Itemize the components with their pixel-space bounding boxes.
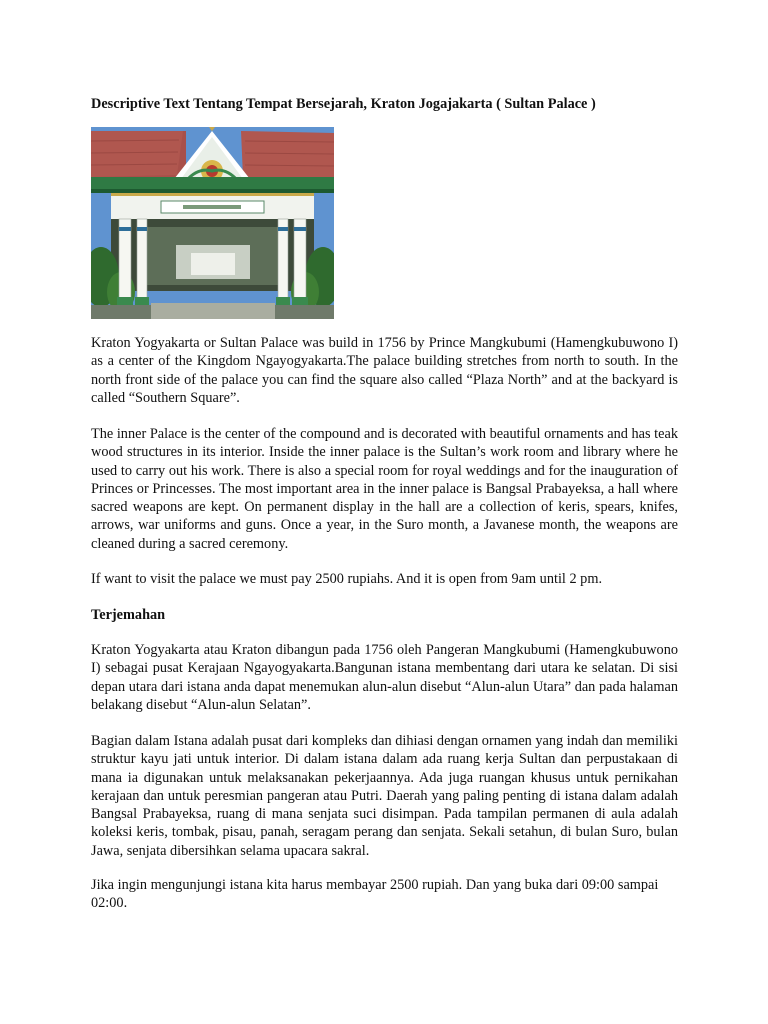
paragraph-id-1: Kraton Yogyakarta atau Kraton dibangun pada 1756 oleh Pangeran Mangkubumi (Hamengkubuwono I) sebagai pusat Kerajaan Ngayogyakarta.Bangunan istana membentang dari utara ke selatan. Di sisi depan utara dari istana anda dapat menemukan alun-alun disebut “Alun-alun Utara” dan pada halaman belakang disebut “Alun-alun Selatan”. bbox=[91, 642, 678, 713]
document-title: Descriptive Text Tentang Tempat Bersejarah, Kraton Jogajakarta ( Sultan Palace ) bbox=[91, 96, 596, 112]
paragraph-en-2: The inner Palace is the center of the compound and is decorated with beautiful ornaments and has teak wood structures in its interior. Inside the inner palace is the Sultan’s work room and library where he used to carry out his work. There is also a special room for royal weddings and for the inauguration of Princes or Princesses. The most important area in the inner palace is Bangsal Prabayeksa, a hall where sacred weapons are kept. On permanent display in the hall are a collection of keris, spears, knifes, arrows, war uniforms and guns. Once a year, in the Suro month, a Javanese month, the weapons are cleaned during a sacred ceremony. bbox=[91, 426, 678, 552]
translation-heading: Terjemahan bbox=[91, 607, 166, 623]
paragraph-en-3: If want to visit the palace we must pay 2500 rupiahs. And it is open from 9am until 2 pm. bbox=[91, 571, 603, 587]
kraton-palace-photo bbox=[91, 127, 334, 319]
paragraph-id-2: Bagian dalam Istana adalah pusat dari kompleks dan dihiasi dengan ornamen yang indah dan memiliki struktur kayu jati untuk interior. Di dalam istana dalam ada ruang kerja Sultan dan perpustakaan di mana ia digunakan untuk melaksanakan pekerjaannya. Ada juga ruangan khusus untuk pernikahan kerajaan dan untuk peresmian pangeran atau Putri. Daerah yang paling penting di istana dalam adalah Bangsal Prabayeksa, ruang di mana senjata suci disimpan. Pada tampilan permanen di aula adalah koleksi keris, tombak, pisau, panah, seragam perang dan senjata. Sekali setahun, di bulan Suro, bulan Jawa, senjata dibersihkan selama upacara sakral. bbox=[91, 733, 678, 859]
paragraph-id-3: Jika ingin mengunjungi istana kita harus membayar 2500 rupiah. Dan yang buka dari 09:00 sampai 02:00. bbox=[91, 877, 659, 912]
paragraph-en-1: Kraton Yogyakarta or Sultan Palace was build in 1756 by Prince Mangkubumi (Hamengkubuwono I) as a center of the Kingdom Ngayogyakarta.The palace building stretches from north to south. In the north front side of the palace you can find the square also called “Plaza North” and at the backyard is called “Southern Square”. bbox=[91, 335, 678, 406]
